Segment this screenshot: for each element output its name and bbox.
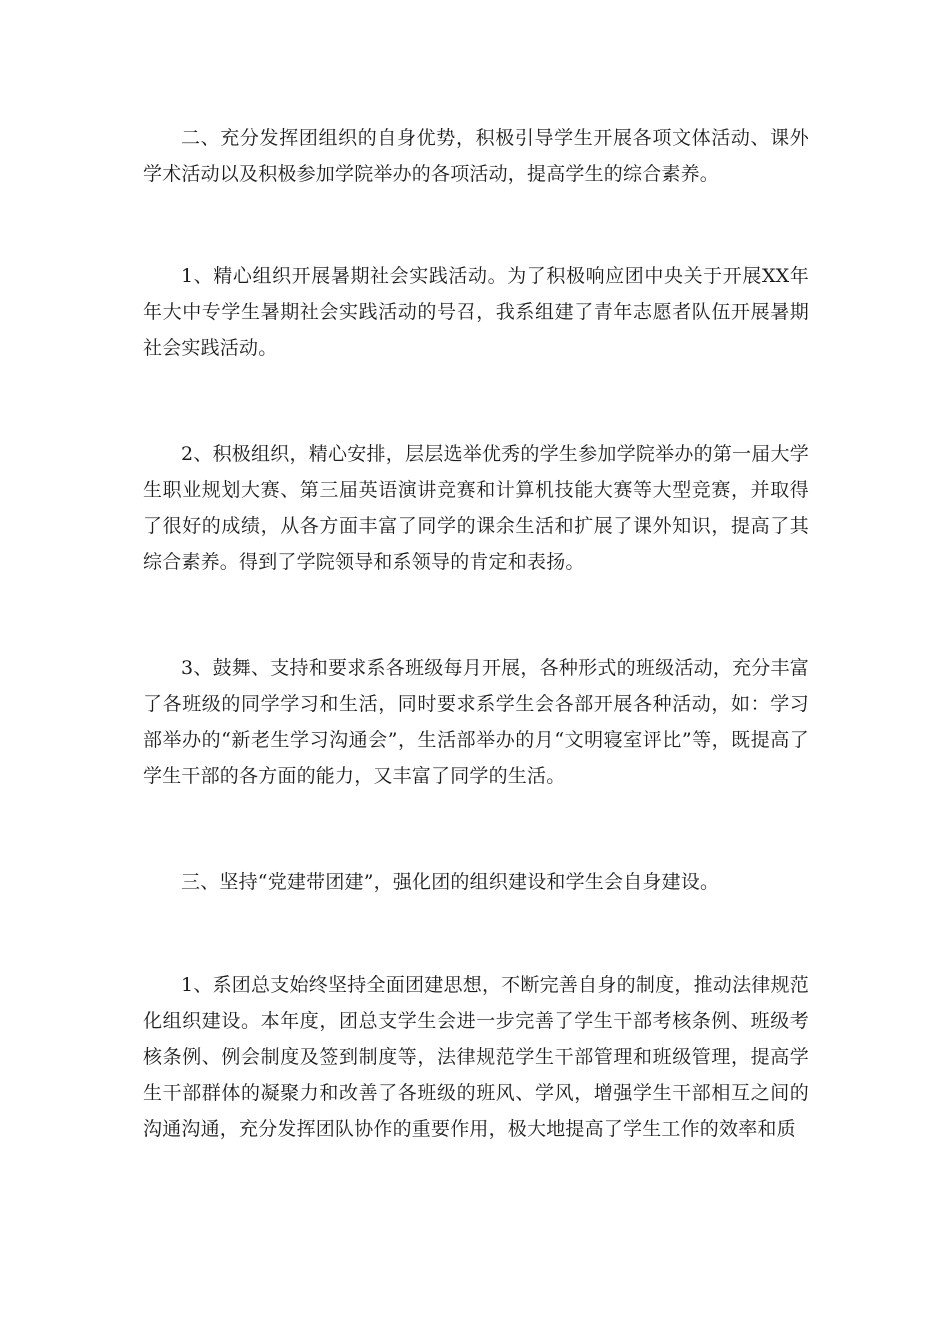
paragraph-summer-practice: 1、精心组织开展暑期社会实践活动。为了积极响应团中央关于开展XX年年大中专学生暑期社会实践活动的号召，我系组建了青年志愿者队伍开展暑期社会实践活动。 xyxy=(143,265,809,359)
paragraph-competitions: 2、积极组织，精心安排，层层选举优秀的学生参加学院举办的第一届大学生职业规划大赛、第三届英语演讲竞赛和计算机技能大赛等大型竞赛，并取得了很好的成绩，从各方面丰富了同学的课余生活和扩展了课外知识，提高了其综合素养。得到了学院领导和系领导的肯定和表扬。 xyxy=(143,443,809,573)
section-heading-two: 二、充分发挥团组织的自身优势，积极引导学生开展各项文体活动、课外学术活动以及积极参加学院举办的各项活动，提高学生的综合素养。 xyxy=(143,127,809,185)
paragraph-organization-building: 1、系团总支始终坚持全面团建思想，不断完善自身的制度，推动法律规范化组织建设。本年度，团总支学生会进一步完善了学生干部考核条例、班级考核条例、例会制度及签到制度等，法律规范学生干部管理和班级管理，提高学生干部群体的凝聚力和改善了各班级的班风、学风，增强学生干部相互之间的沟通沟通，充分发挥团队协作的重要作用，极大地提高了学生工作的效率和质 xyxy=(143,974,809,1140)
paragraph-class-activities: 3、鼓舞、支持和要求系各班级每月开展，各种形式的班级活动，充分丰富了各班级的同学学习和生活，同时要求系学生会各部开展各种活动，如：学习部举办的“新老生学习沟通会”，生活部举办的月“文明寝室评比”等，既提高了学生干部的各方面的能力，又丰富了同学的生活。 xyxy=(143,657,809,787)
section-heading-three: 三、坚持“党建带团建”，强化团的组织建设和学生会自身建设。 xyxy=(181,871,720,893)
